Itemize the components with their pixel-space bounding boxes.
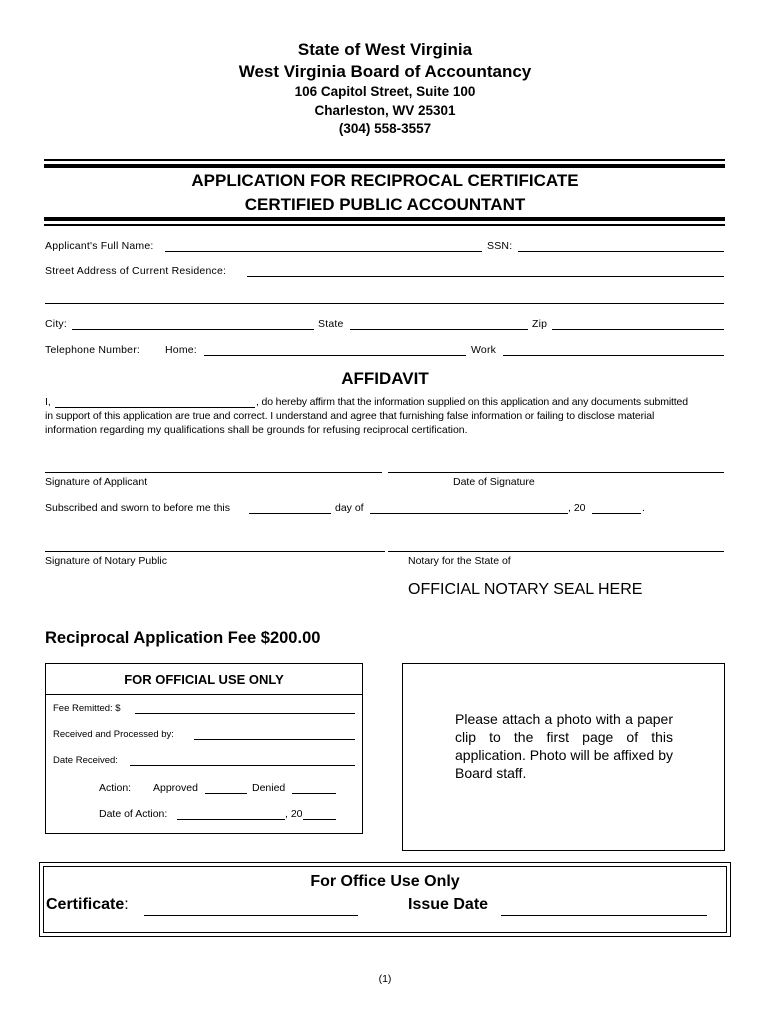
work-label: Work bbox=[471, 344, 497, 356]
sworn-day-field[interactable] bbox=[249, 513, 331, 514]
official-use-heading: FOR OFFICIAL USE ONLY bbox=[124, 672, 284, 687]
affidavit-heading: AFFIDAVIT bbox=[341, 369, 429, 388]
full-name-label: Applicant's Full Name: bbox=[45, 240, 154, 252]
certificate-colon: : bbox=[124, 896, 129, 913]
affidavit-line3: information regarding my qualifications shall be grounds for refusing reciprocal certification. bbox=[45, 424, 468, 436]
sworn-prefix: Subscribed and sworn to before me this bbox=[45, 502, 231, 514]
signature-date-label: Date of Signature bbox=[453, 476, 535, 488]
city-label: City: bbox=[45, 318, 67, 330]
header-rule-thin bbox=[44, 159, 725, 161]
affidavit-line1: , do hereby affirm that the information supplied on this application and any documents submitted bbox=[256, 396, 688, 408]
affiant-name-field[interactable] bbox=[55, 407, 255, 408]
notary-signature-label: Signature of Notary Public bbox=[45, 555, 167, 567]
action-label: Action: bbox=[99, 782, 132, 794]
city-field[interactable] bbox=[72, 329, 314, 330]
telephone-label: Telephone Number: bbox=[45, 344, 141, 356]
sworn-month-field[interactable] bbox=[370, 513, 568, 514]
date-received-label: Date Received: bbox=[53, 755, 118, 766]
sworn-year-field[interactable] bbox=[592, 513, 641, 514]
sworn-year-prefix: , 20 bbox=[568, 502, 586, 514]
header-address2: Charleston, WV 25301 bbox=[314, 103, 456, 118]
approved-field[interactable] bbox=[205, 793, 247, 794]
certificate-field[interactable] bbox=[144, 915, 358, 916]
notary-seal-text: OFFICIAL NOTARY SEAL HERE bbox=[408, 581, 643, 598]
received-by-label: Received and Processed by: bbox=[53, 729, 174, 740]
issue-date-field[interactable] bbox=[501, 915, 707, 916]
official-use-divider bbox=[46, 694, 362, 695]
fee-remitted-label: Fee Remitted: $ bbox=[53, 703, 121, 714]
sworn-period: . bbox=[642, 502, 645, 514]
header-state: State of West Virginia bbox=[297, 40, 473, 59]
state-label: State bbox=[318, 318, 344, 330]
street-label: Street Address of Current Residence: bbox=[45, 265, 227, 277]
approved-label: Approved bbox=[153, 782, 198, 794]
ssn-field[interactable] bbox=[518, 251, 724, 252]
date-action-year-field[interactable] bbox=[303, 819, 336, 820]
notary-state-field[interactable] bbox=[388, 551, 724, 552]
header-address1: 106 Capitol Street, Suite 100 bbox=[294, 84, 476, 99]
application-fee: Reciprocal Application Fee $200.00 bbox=[45, 629, 321, 647]
official-use-box bbox=[45, 663, 363, 834]
zip-label: Zip bbox=[532, 318, 548, 330]
signature-date-field[interactable] bbox=[388, 472, 724, 473]
header-rule-thick bbox=[44, 164, 725, 168]
sworn-day-of: day of bbox=[335, 502, 364, 514]
notary-state-label: Notary for the State of bbox=[408, 555, 511, 567]
zip-field[interactable] bbox=[552, 329, 724, 330]
state-field[interactable] bbox=[350, 329, 528, 330]
form-title-line2: CERTIFIED PUBLIC ACCOUNTANT bbox=[244, 195, 526, 214]
date-received-field[interactable] bbox=[130, 765, 355, 766]
photo-instructions: Please attach a photo with a paper clip to the first page of this application. Photo will be affixed by Board staff. bbox=[455, 711, 673, 781]
office-use-heading: For Office Use Only bbox=[310, 873, 460, 890]
title-rule-thick bbox=[44, 217, 725, 221]
fee-remitted-field[interactable] bbox=[135, 713, 355, 714]
ssn-label: SSN: bbox=[487, 240, 513, 252]
date-action-label: Date of Action: bbox=[99, 808, 168, 820]
form-title-line1: APPLICATION FOR RECIPROCAL CERTIFICATE bbox=[191, 171, 579, 190]
applicant-signature-label: Signature of Applicant bbox=[45, 476, 148, 488]
applicant-signature-field[interactable] bbox=[45, 472, 382, 473]
header-phone: (304) 558-3557 bbox=[338, 121, 432, 136]
certificate-label-wrap bbox=[46, 896, 129, 914]
received-by-field[interactable] bbox=[194, 739, 355, 740]
full-name-field[interactable] bbox=[165, 251, 482, 252]
photo-box[interactable] bbox=[402, 663, 725, 851]
office-use-box-inner bbox=[43, 866, 727, 933]
affidavit-line2: in support of this application are true and correct. I understand and agree that furnishing false information or failing to disclose material bbox=[45, 410, 655, 422]
work-phone-field[interactable] bbox=[503, 355, 724, 356]
title-rule-thin bbox=[44, 224, 725, 226]
page-number: (1) bbox=[378, 973, 392, 985]
header-board: West Virginia Board of Accountancy bbox=[238, 62, 532, 81]
issue-date-label: Issue Date bbox=[408, 896, 489, 913]
denied-label: Denied bbox=[252, 782, 286, 794]
denied-field[interactable] bbox=[292, 793, 336, 794]
street-field[interactable] bbox=[247, 276, 724, 277]
affidavit-prefix: I, bbox=[45, 396, 51, 408]
date-action-year-prefix: , 20 bbox=[285, 808, 303, 820]
home-label: Home: bbox=[165, 344, 197, 356]
certificate-label: Certificate bbox=[46, 896, 125, 913]
home-phone-field[interactable] bbox=[204, 355, 466, 356]
notary-signature-field[interactable] bbox=[45, 551, 385, 552]
street-field-line2[interactable] bbox=[45, 303, 724, 304]
date-action-field[interactable] bbox=[177, 819, 285, 820]
